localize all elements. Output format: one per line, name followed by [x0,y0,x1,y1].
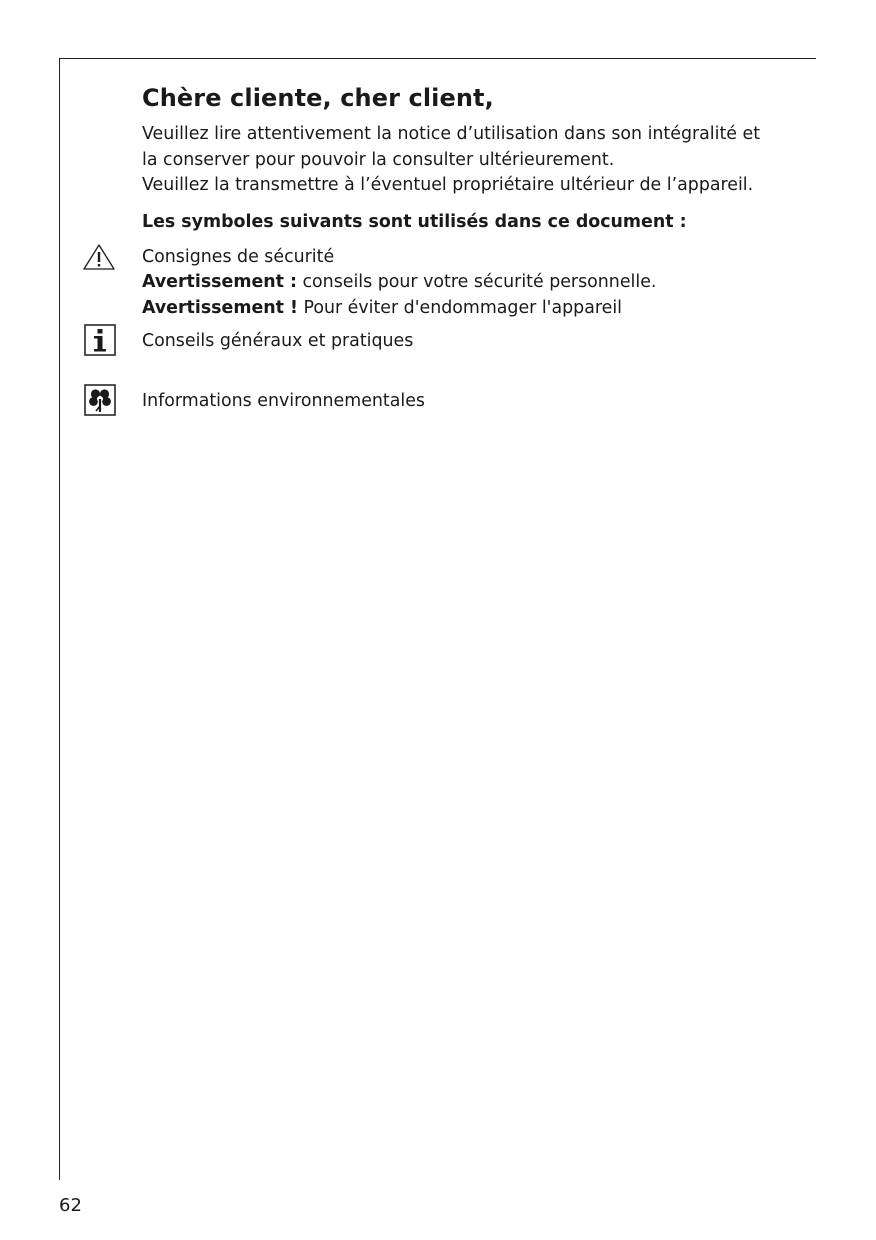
intro-line: la conserver pour pouvoir la consulter ultérieurement. [142,149,615,170]
safety-label: Consignes de sécurité [142,246,335,267]
environment-label: Informations environnementales [142,390,425,411]
tips-label: Conseils généraux et pratiques [142,331,414,351]
warning-line-appliance [142,296,812,322]
page-content [142,80,812,414]
page-frame-top-rule [59,58,816,59]
warning-text: Pour éviter d'endommager l'appareil [297,297,622,318]
intro-line: Veuillez la transmettre à l’éventuel propriétaire ultérieur de l’appareil. [142,175,754,195]
page-title: Chère cliente, cher client, [142,84,494,112]
symbol-row-safety [142,245,812,322]
symbol-row-tips [142,329,812,355]
page-number: 62 [59,1195,82,1216]
warning-label: Avertissement : [142,272,297,292]
clover-icon [83,383,117,417]
symbols-heading: Les symboles suivants sont utilisés dans ce document : [142,211,687,232]
info-icon [83,323,117,357]
intro-paragraph [142,122,812,199]
warning-line-personal [142,270,812,296]
intro-line: Veuillez lire attentivement la notice d’utilisation dans son intégralité et [142,124,761,144]
page-frame-left-rule [59,58,60,1180]
warning-triangle-icon [82,243,116,277]
symbol-row-environment [142,389,812,415]
warning-label: Avertissement ! [142,297,298,318]
warning-text: conseils pour votre sécurité personnelle. [296,272,657,292]
